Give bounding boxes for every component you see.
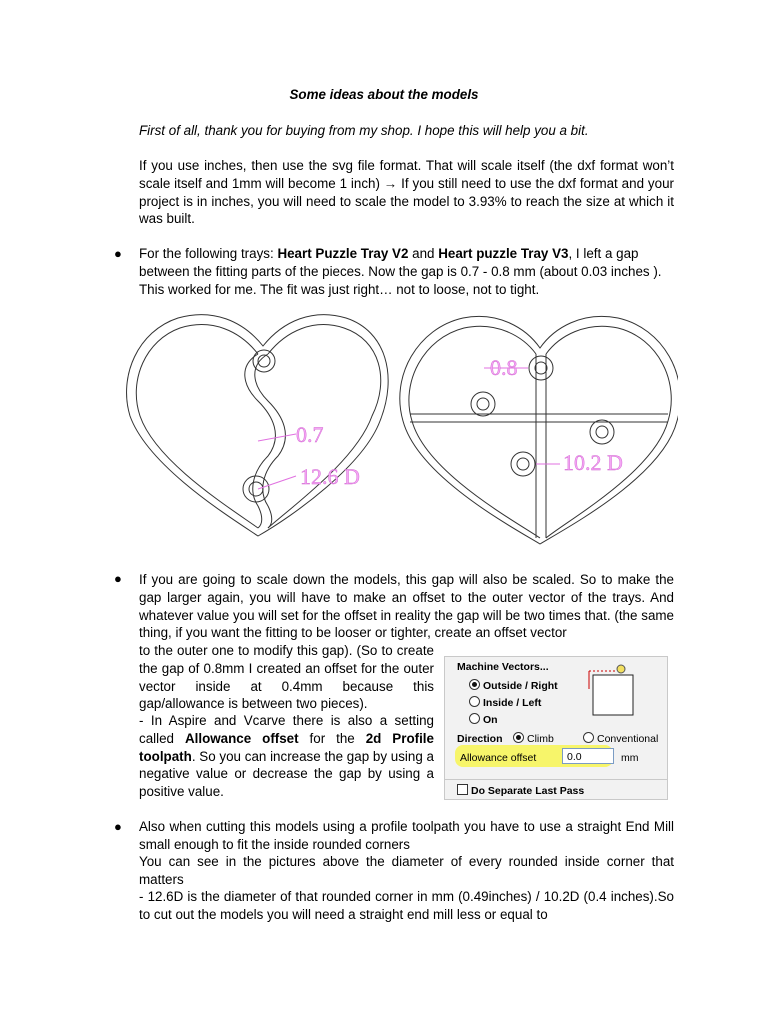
unit-label: mm <box>621 752 639 764</box>
machine-vectors-heading: Machine Vectors... <box>457 661 549 673</box>
endmill-paragraph: Also when cutting this models using a profile toolpath you have to use a straight End Mill small enough to fit the inside rounded corners <box>139 819 674 852</box>
radio-climb[interactable]: Climb <box>513 732 554 745</box>
direction-label: Direction <box>457 733 503 745</box>
allowance-offset-label: Allowance offset <box>460 752 537 764</box>
heart-tray-v2-drawing <box>127 315 389 536</box>
radio-inside-left[interactable]: Inside / Left <box>469 696 541 709</box>
radio-on[interactable]: On <box>469 713 498 726</box>
diameter-values-paragraph: - 12.6D is the diameter of that rounded corner in mm (0.49inches) / 10.2D (0.4 inches).So to cut out the models you will need a straight end mill less or equal to <box>139 889 674 922</box>
heart-puzzle-drawings <box>118 306 678 546</box>
heart-tray-v3-drawing <box>400 316 678 544</box>
radio-conventional[interactable]: Conventional <box>583 732 658 745</box>
allowance-offset-term: Allowance offset <box>184 730 299 746</box>
page-title: Some ideas about the models <box>289 87 479 102</box>
diameter-paragraph: You can see in the pictures above the diameter of every rounded inside corner that matters <box>139 854 674 887</box>
separate-last-pass-checkbox[interactable]: Do Separate Last Pass <box>457 784 584 797</box>
label-diameter-102: 10.2 D <box>563 450 623 475</box>
intro-paragraph: First of all, thank you for buying from my shop. I hope this will help you a bit. <box>139 123 589 138</box>
tray-v3-name: Heart puzzle Tray V3 <box>438 246 569 261</box>
profile-toolpath-term: 2d Profile toolpath <box>139 730 434 764</box>
bullet-marker-3: ● <box>114 819 122 834</box>
bullet-scale-paragraph: If you are going to scale down the models, this gap will also be scaled. So to make the gap larger again, you will have to make an offset to the outer vector of the trays. And whatever value you will set for the offset in reality the gap will be two times that. (the same thing, if you want the fitting to be looser or tighter, create an offset vector <box>139 572 674 641</box>
radio-icon <box>583 732 594 743</box>
label-diameter-126: 12.6 D <box>300 464 360 489</box>
label-gap-07: 0.7 <box>296 422 324 447</box>
bullet-marker-2: ● <box>114 571 122 586</box>
radio-selected-icon <box>513 732 524 743</box>
checkbox-icon <box>457 784 468 795</box>
bullet-trays-paragraph: For the following trays: Heart Puzzle Tray V2 and Heart puzzle Tray V3, I left a gap between the fitting parts of the pieces. Now the gap is 0.7 - 0.8 mm (about 0.03 inches ). This worked for me. The fit was just right… not to loose, not to tight. <box>139 246 662 297</box>
label-gap-08: 0.8 <box>490 355 518 380</box>
panel-divider <box>445 779 667 780</box>
allowance-explanation: - In Aspire and Vcarve there is also a setting called Allowance offset for the 2d Profile toolpath. So you can increase the gap by using a negative value or decrease the gap by using a positive value. <box>139 713 434 800</box>
radio-icon <box>469 713 480 724</box>
radio-icon <box>469 696 480 707</box>
allowance-offset-input[interactable]: 0.0 <box>562 748 614 764</box>
cut-preview-icon <box>587 663 643 719</box>
radio-outside-right[interactable]: Outside / Right <box>469 679 558 692</box>
radio-selected-icon <box>469 679 480 690</box>
tray-v2-name: Heart Puzzle Tray V2 <box>277 246 409 261</box>
bullet-marker-1: ● <box>114 246 122 261</box>
inches-paragraph: If you use inches, then use the svg file format. That will scale itself (the dxf format won’t scale itself and 1mm will become 1 inch) → If you still need to use the dxf format and your project is in inches, you will need to scale the model to 3.93% to reach the size at which it was built. <box>139 158 674 227</box>
machine-vectors-panel <box>444 656 668 800</box>
offset-explanation: to the outer one to modify this gap). (So to create the gap of 0.8mm I created an offset for the outer vector inside at 0.4mm because this gap/allowance is between two pieces). <box>139 643 434 712</box>
